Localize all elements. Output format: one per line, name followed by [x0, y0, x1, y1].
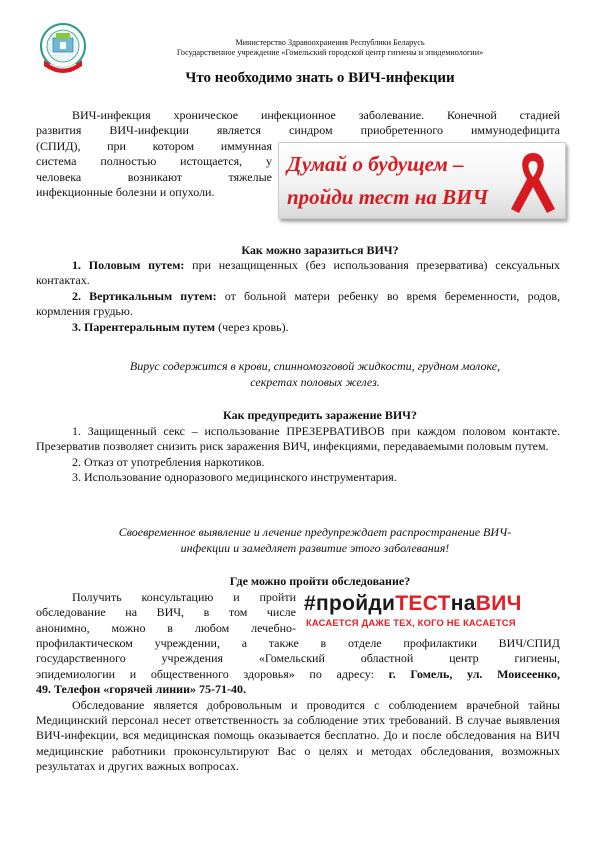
- red-ribbon-icon: [505, 147, 561, 215]
- item-label: 1. Половым путем:: [72, 258, 185, 272]
- test-banner: [278, 142, 566, 219]
- prevention-note: [60, 524, 570, 556]
- testing-line: государственного учреждения «Гомельский областной центр гигиены,: [36, 651, 560, 666]
- item-text: при незащищенных (без использования презерватива) сексуальных контактах.: [36, 258, 560, 288]
- intro-line: система полностью истощается, у: [36, 154, 272, 169]
- testing-paragraph-2: Обследование является добровольным и проводится с соблюдением врачебной тайны Медицинский персонал несет ответственность за соблюдение этих требований. В случае выявления ВИЧ-инфекции, вся медицинская помощь оказывается бесплатно. До и после обследования на ВИЧ медицинские работники проконсультируют Вас о целях и методах обследования, возможных результатах и других важных вопросах.: [36, 697, 560, 774]
- intro-line: (СПИД), при котором иммунная: [36, 139, 272, 153]
- banner-line: Думай о будущем –: [287, 152, 464, 176]
- intro-paragraph-top: [36, 108, 560, 139]
- institution-line: Государственное учреждение «Гомельский городской центр гигиены и эпидемиологии»: [176, 48, 484, 57]
- note-line: инфекции и замедляет развитие этого заболевания!: [180, 541, 450, 555]
- note-line: Своевременное выявление и лечение предупреждает распространение ВИЧ-: [118, 525, 512, 539]
- testing-line: анонимно, можно в любом лечебно-: [36, 620, 296, 635]
- testing-line: [36, 667, 560, 682]
- testing-line: обследование на ВИЧ, в том числе: [36, 605, 296, 620]
- intro-line: ВИЧ-инфекция хроническое инфекционное заболевание. Конечной стадией: [72, 108, 560, 122]
- address-prefix: эпидемиологии и общественного здоровья» по адресу:: [36, 666, 389, 681]
- ministry-header: [100, 38, 560, 58]
- hotline-phone: 49. Телефон «горячей линии» 75-71-40.: [36, 682, 246, 697]
- item-text: (через кровь).: [215, 319, 289, 334]
- ministry-line: Министерство Здравоохранения Республики Беларусь: [235, 38, 425, 47]
- hashtag-text: [304, 592, 522, 616]
- transmission-item: [36, 258, 560, 289]
- hashtag-part: ТЕСТ: [395, 592, 451, 615]
- testing-paragraph: [36, 636, 560, 775]
- prevention-heading: Как предупредить заражение ВИЧ?: [223, 408, 417, 422]
- intro-line: человека возникают тяжелые: [36, 169, 272, 184]
- transmission-note: [60, 358, 570, 390]
- intro-line: развития ВИЧ-инфекции является синдром приобретенного иммунодефицита: [36, 123, 560, 138]
- testing-heading: Где можно пройти обследование?: [229, 574, 411, 588]
- address-bold: г. Гомель, ул. Моисеенко,: [388, 666, 560, 681]
- page-title: Что необходимо знать о ВИЧ-инфекции: [185, 70, 455, 86]
- item-text: от больной матери ребенку во время беременности, родов, кормления грудью.: [36, 288, 560, 319]
- hashtag-banner: [304, 592, 566, 634]
- hashtag-part: #пройди: [304, 592, 396, 615]
- transmission-item: [36, 320, 560, 335]
- hashtag-part: ВИЧ: [475, 592, 522, 615]
- prevention-item: 3. Использование одноразового медицинского инструментария.: [72, 470, 397, 485]
- hashtag-subtitle: КАСАЕТСЯ ДАЖЕ ТЕХ, КОГО НЕ КАСАЕТСЯ: [306, 617, 516, 628]
- testing-line: профилактическом учреждении, а также в отделе профилактики ВИЧ/СПИД: [36, 636, 560, 650]
- transmission-heading: Как можно заразиться ВИЧ?: [241, 243, 399, 257]
- testing-line: Получить консультацию и пройти: [72, 590, 296, 604]
- prevention-list: [36, 424, 560, 486]
- testing-paragraph-left: [36, 590, 296, 636]
- item-label: 3. Парентеральным путем: [72, 319, 216, 334]
- transmission-item: [36, 289, 560, 320]
- note-line: Вирус содержится в крови, спинномозговой жидкости, грудном молоке,: [129, 359, 501, 373]
- item-label: 2. Вертикальным путем:: [72, 288, 217, 303]
- hashtag-part: на: [450, 592, 476, 615]
- prevention-item: 2. Отказ от употребления наркотиков.: [72, 454, 265, 469]
- banner-line: пройди тест на ВИЧ: [287, 185, 489, 209]
- prevention-item: 1. Защищенный секс – использование ПРЕЗЕРВАТИВОВ при каждом половом контакте. Презерватив позволяет снизить риск заражения ВИЧ, инфекциями, передаваемыми половым путем.: [36, 424, 560, 454]
- note-line: секретах половых желез.: [250, 375, 380, 389]
- transmission-list: [36, 258, 560, 335]
- intro-line: инфекционные болезни и опухоли.: [36, 185, 215, 200]
- intro-paragraph-left: [36, 139, 272, 201]
